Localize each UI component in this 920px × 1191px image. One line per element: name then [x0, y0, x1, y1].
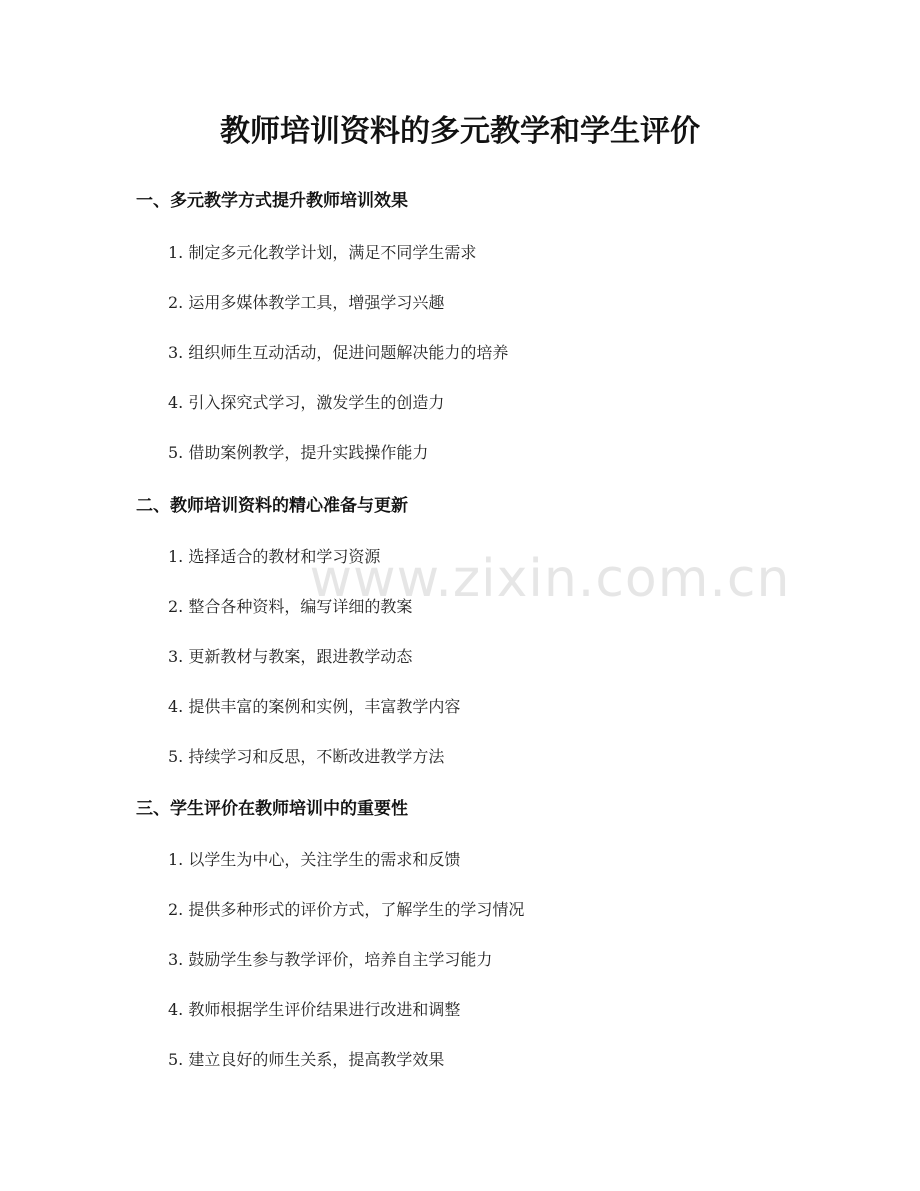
section-heading-1: 一、多元教学方式提升教师培训效果	[136, 191, 408, 211]
list-item: 5. 借助案例教学，提升实践操作能力	[168, 443, 429, 462]
list-item: 4. 引入探究式学习，激发学生的创造力	[168, 393, 445, 412]
list-item: 3. 鼓励学生参与教学评价，培养自主学习能力	[168, 950, 493, 969]
list-item: 2. 提供多种形式的评价方式，了解学生的学习情况	[168, 900, 525, 919]
page-title: 教师培训资料的多元教学和学生评价	[220, 114, 700, 149]
list-item: 3. 组织师生互动活动，促进问题解决能力的培养	[168, 343, 509, 362]
list-item: 1. 以学生为中心，关注学生的需求和反馈	[168, 850, 461, 869]
list-item: 4. 提供丰富的案例和实例，丰富教学内容	[168, 697, 461, 716]
list-item: 2. 整合各种资料，编写详细的教案	[168, 597, 413, 616]
watermark-text: www.zixin.com.cn	[309, 549, 791, 609]
list-item: 5. 持续学习和反思，不断改进教学方法	[168, 747, 445, 766]
list-item: 1. 选择适合的教材和学习资源	[168, 547, 381, 566]
list-item: 1. 制定多元化教学计划，满足不同学生需求	[168, 243, 477, 262]
section-heading-2: 二、教师培训资料的精心准备与更新	[136, 496, 408, 516]
list-item: 4. 教师根据学生评价结果进行改进和调整	[168, 1000, 461, 1019]
section-heading-3: 三、学生评价在教师培训中的重要性	[136, 799, 408, 819]
list-item: 3. 更新教材与教案，跟进教学动态	[168, 647, 413, 666]
list-item: 5. 建立良好的师生关系，提高教学效果	[168, 1050, 445, 1069]
list-item: 2. 运用多媒体教学工具，增强学习兴趣	[168, 293, 445, 312]
